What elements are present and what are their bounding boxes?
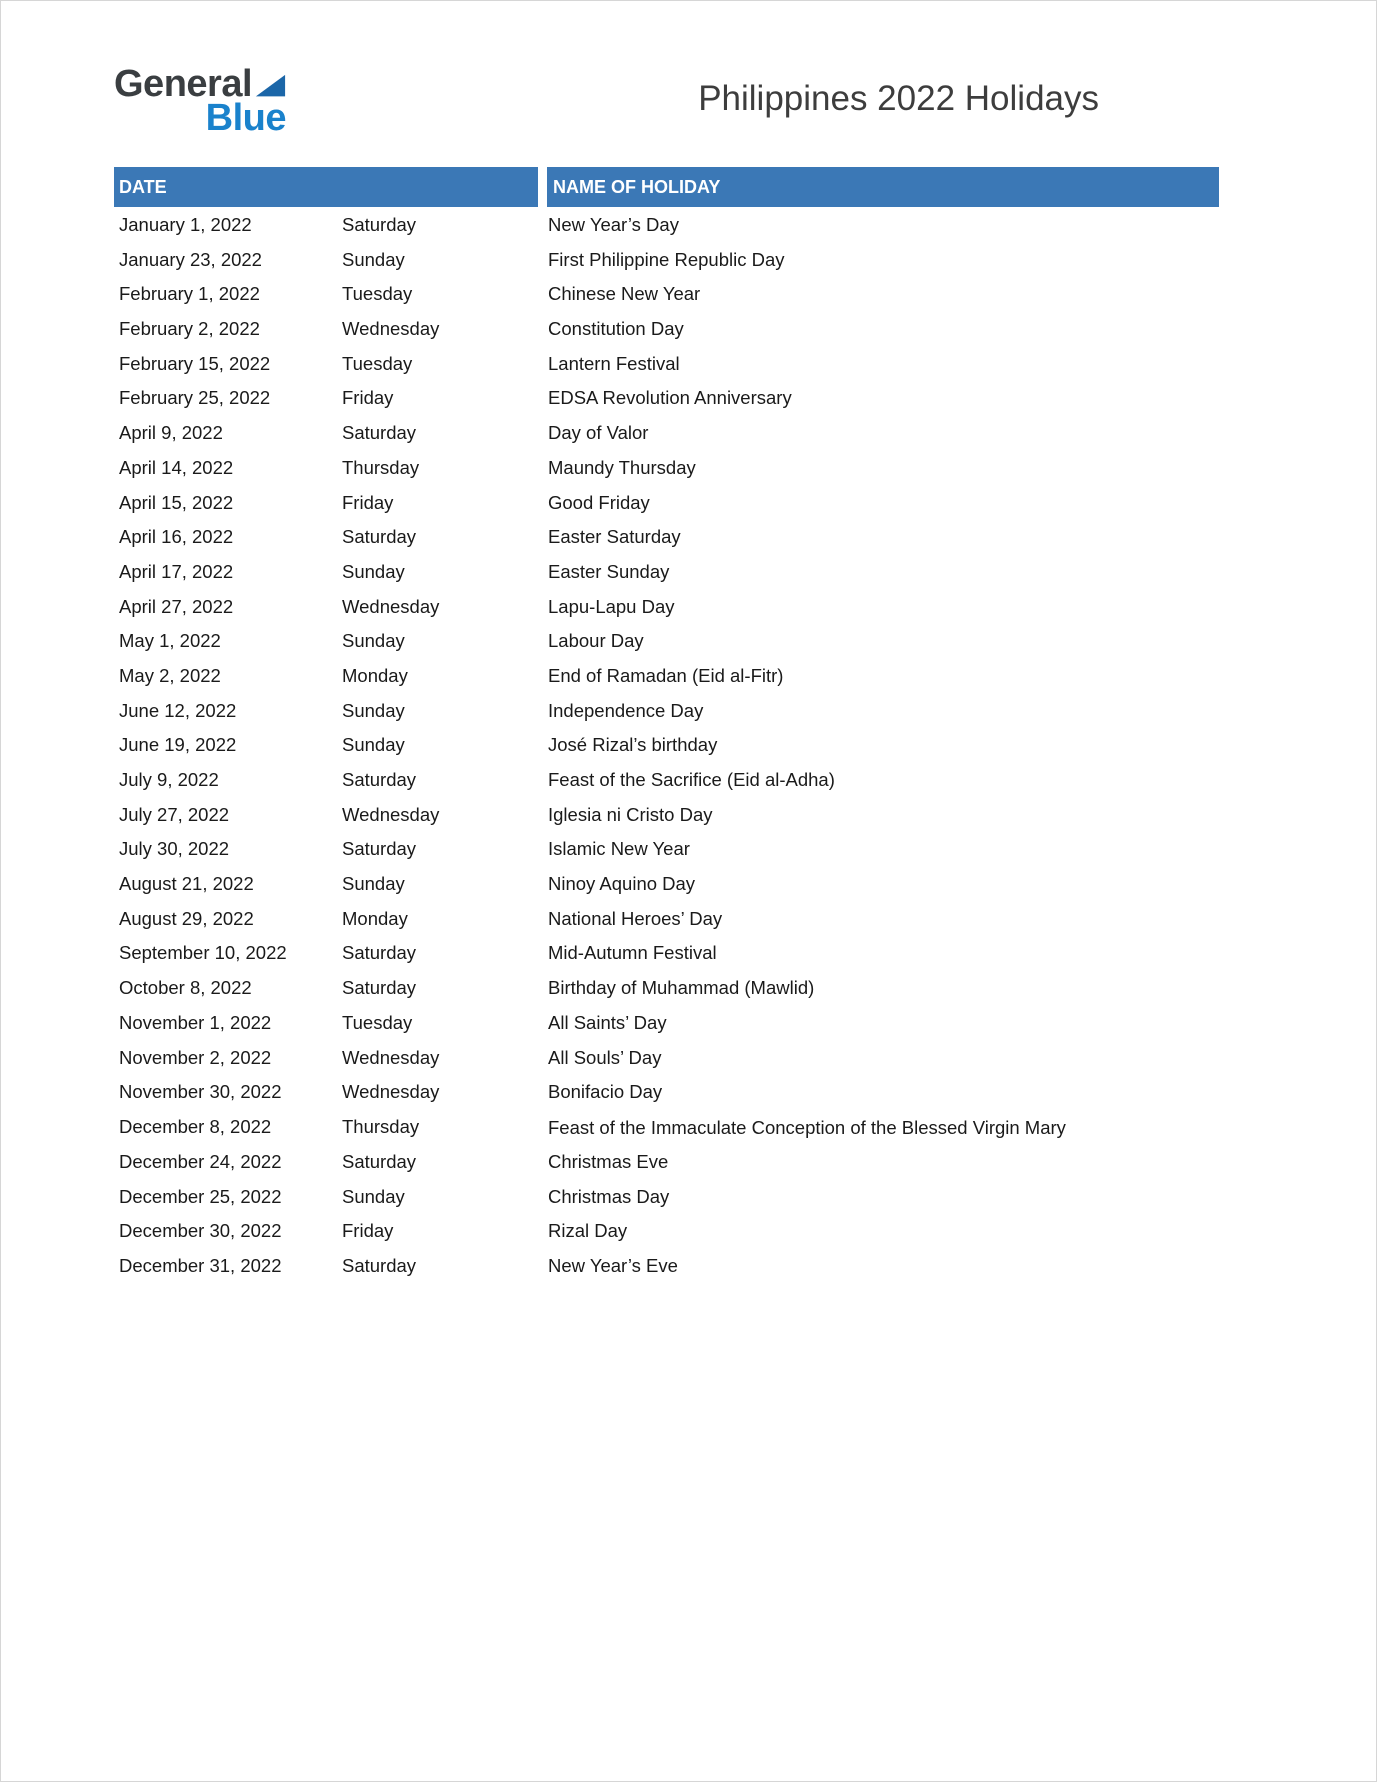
table-body — [114, 208, 1219, 1284]
cell-weekday: Saturday — [342, 526, 417, 548]
cell-date: December 30, 2022 — [119, 1220, 282, 1242]
cell-holiday-name: Feast of the Immaculate Conception of the Blessed Virgin Mary — [548, 1116, 1066, 1138]
cell-weekday: Thursday — [342, 1115, 420, 1137]
cell-holiday-name: Rizal Day — [548, 1220, 628, 1242]
cell-date: October 8, 2022 — [119, 977, 252, 999]
cell-holiday-name: All Saints’ Day — [548, 1011, 667, 1033]
table-row — [114, 1041, 1219, 1076]
table-row — [114, 1249, 1219, 1284]
cell-holiday-name: Independence Day — [548, 699, 704, 721]
cell-date: November 2, 2022 — [119, 1046, 272, 1068]
cell-holiday-name: Iglesia ni Cristo Day — [548, 803, 713, 825]
cell-holiday-name: Maundy Thursday — [548, 456, 696, 478]
cell-weekday: Saturday — [342, 422, 417, 444]
cell-holiday-name: Christmas Eve — [548, 1150, 669, 1172]
cell-weekday: Tuesday — [342, 283, 413, 305]
cell-weekday: Saturday — [342, 977, 417, 999]
cell-holiday-name: Ninoy Aquino Day — [548, 873, 696, 895]
table-row — [114, 902, 1219, 937]
cell-holiday-name: End of Ramadan (Eid al-Fitr) — [548, 664, 784, 686]
cell-date: February 25, 2022 — [119, 387, 271, 409]
cell-holiday-name: Bonifacio Day — [548, 1081, 663, 1103]
cell-date: December 31, 2022 — [119, 1254, 282, 1276]
cell-date: June 19, 2022 — [119, 734, 237, 756]
cell-date: July 9, 2022 — [119, 769, 219, 790]
cell-date: April 16, 2022 — [119, 526, 234, 548]
holidays-table — [114, 167, 1219, 1284]
cell-weekday: Monday — [342, 664, 408, 686]
table-row — [114, 694, 1219, 729]
table-row — [114, 659, 1219, 694]
table-row — [114, 1214, 1219, 1249]
table-row — [114, 1180, 1219, 1215]
cell-holiday-name: All Souls’ Day — [548, 1046, 662, 1068]
cell-holiday-name: Islamic New Year — [548, 838, 690, 860]
table-row — [114, 486, 1219, 521]
cell-weekday: Saturday — [342, 214, 417, 235]
cell-date: December 8, 2022 — [119, 1115, 272, 1137]
cell-holiday-name: Lantern Festival — [548, 352, 680, 374]
cell-date: November 30, 2022 — [119, 1081, 282, 1103]
cell-holiday-name: Labour Day — [548, 630, 644, 652]
column-header-holiday: NAME OF HOLIDAY — [547, 167, 1219, 207]
cell-weekday: Sunday — [342, 560, 405, 582]
cell-date: April 14, 2022 — [119, 456, 234, 478]
cell-weekday: Wednesday — [342, 803, 440, 825]
cell-holiday-name: Christmas Day — [548, 1185, 670, 1207]
column-header-date: DATE — [114, 167, 538, 207]
table-row — [114, 243, 1219, 278]
cell-weekday: Saturday — [342, 1150, 417, 1172]
cell-date: February 2, 2022 — [119, 318, 260, 340]
table-row — [114, 763, 1219, 798]
table-row — [114, 1145, 1219, 1180]
cell-date: April 17, 2022 — [119, 560, 234, 582]
table-row — [114, 347, 1219, 382]
logo-text-blue: Blue — [205, 97, 286, 139]
table-row — [114, 728, 1219, 763]
cell-date: February 1, 2022 — [119, 283, 260, 305]
cell-weekday: Friday — [342, 1220, 394, 1242]
cell-weekday: Sunday — [342, 734, 405, 756]
cell-weekday: Saturday — [342, 942, 417, 964]
table-row — [114, 867, 1219, 902]
cell-date: April 15, 2022 — [119, 491, 234, 513]
cell-weekday: Tuesday — [342, 1011, 413, 1033]
cell-date: April 9, 2022 — [119, 422, 223, 444]
table-row — [114, 208, 1219, 243]
table-row — [114, 1075, 1219, 1110]
table-header-row — [114, 167, 1219, 207]
table-row — [114, 624, 1219, 659]
cell-weekday: Monday — [342, 907, 408, 929]
cell-date: February 15, 2022 — [119, 352, 271, 374]
table-row — [114, 971, 1219, 1006]
cell-weekday: Sunday — [342, 630, 405, 652]
cell-holiday-name: Easter Sunday — [548, 560, 670, 582]
cell-date: May 2, 2022 — [119, 664, 221, 686]
cell-date: April 27, 2022 — [119, 595, 234, 617]
cell-holiday-name: First Philippine Republic Day — [548, 248, 785, 270]
cell-date: May 1, 2022 — [119, 630, 221, 652]
cell-weekday: Wednesday — [342, 318, 440, 340]
cell-date: November 1, 2022 — [119, 1011, 272, 1033]
cell-weekday: Sunday — [342, 1185, 405, 1207]
cell-weekday: Saturday — [342, 769, 417, 790]
cell-weekday: Sunday — [342, 873, 405, 895]
table-row — [114, 590, 1219, 625]
cell-weekday: Tuesday — [342, 352, 413, 374]
table-row — [114, 277, 1219, 312]
cell-date: August 21, 2022 — [119, 873, 254, 895]
cell-weekday: Friday — [342, 491, 394, 513]
cell-holiday-name: National Heroes’ Day — [548, 907, 723, 929]
cell-weekday: Saturday — [342, 838, 417, 860]
cell-holiday-name: Lapu-Lapu Day — [548, 595, 675, 617]
cell-weekday: Wednesday — [342, 595, 440, 617]
cell-weekday: Saturday — [342, 1254, 417, 1276]
cell-holiday-name: Good Friday — [548, 491, 650, 513]
cell-weekday: Friday — [342, 387, 394, 409]
cell-date: January 1, 2022 — [119, 214, 252, 235]
cell-holiday-name: Chinese New Year — [548, 283, 701, 305]
cell-weekday: Wednesday — [342, 1046, 440, 1068]
cell-date: December 25, 2022 — [119, 1185, 282, 1207]
cell-date: January 23, 2022 — [119, 248, 262, 270]
cell-holiday-name: New Year’s Day — [548, 214, 679, 235]
cell-date: December 24, 2022 — [119, 1150, 282, 1172]
table-row — [114, 936, 1219, 971]
table-row — [114, 381, 1219, 416]
table-row — [114, 312, 1219, 347]
cell-holiday-name: EDSA Revolution Anniversary — [548, 387, 792, 409]
table-row — [114, 555, 1219, 590]
cell-date: July 27, 2022 — [119, 803, 230, 825]
table-row — [114, 416, 1219, 451]
cell-holiday-name: Day of Valor — [548, 422, 649, 444]
logo-pennant-icon — [255, 72, 286, 100]
table-row — [114, 832, 1219, 867]
cell-holiday-name: New Year’s Eve — [548, 1254, 678, 1276]
cell-weekday: Wednesday — [342, 1081, 440, 1103]
general-blue-logo — [114, 65, 286, 137]
table-row — [114, 1006, 1219, 1041]
cell-date: August 29, 2022 — [119, 907, 254, 929]
cell-holiday-name: José Rizal’s birthday — [548, 734, 718, 756]
table-row — [114, 1110, 1219, 1145]
table-row — [114, 798, 1219, 833]
cell-holiday-name: Feast of the Sacrifice (Eid al-Adha) — [548, 769, 835, 790]
page-title: Philippines 2022 Holidays — [698, 79, 1099, 118]
cell-weekday: Sunday — [342, 248, 405, 270]
cell-weekday: Sunday — [342, 699, 405, 721]
cell-holiday-name: Birthday of Muhammad (Mawlid) — [548, 977, 815, 999]
logo-text-general: General — [114, 63, 253, 105]
page-header — [114, 65, 1219, 137]
cell-holiday-name: Easter Saturday — [548, 526, 681, 548]
cell-weekday: Thursday — [342, 456, 420, 478]
cell-date: September 10, 2022 — [119, 942, 287, 964]
table-row — [114, 520, 1219, 555]
table-row — [114, 451, 1219, 486]
cell-holiday-name: Constitution Day — [548, 318, 684, 340]
cell-date: July 30, 2022 — [119, 838, 230, 860]
cell-holiday-name: Mid-Autumn Festival — [548, 942, 717, 964]
cell-date: June 12, 2022 — [119, 699, 237, 721]
